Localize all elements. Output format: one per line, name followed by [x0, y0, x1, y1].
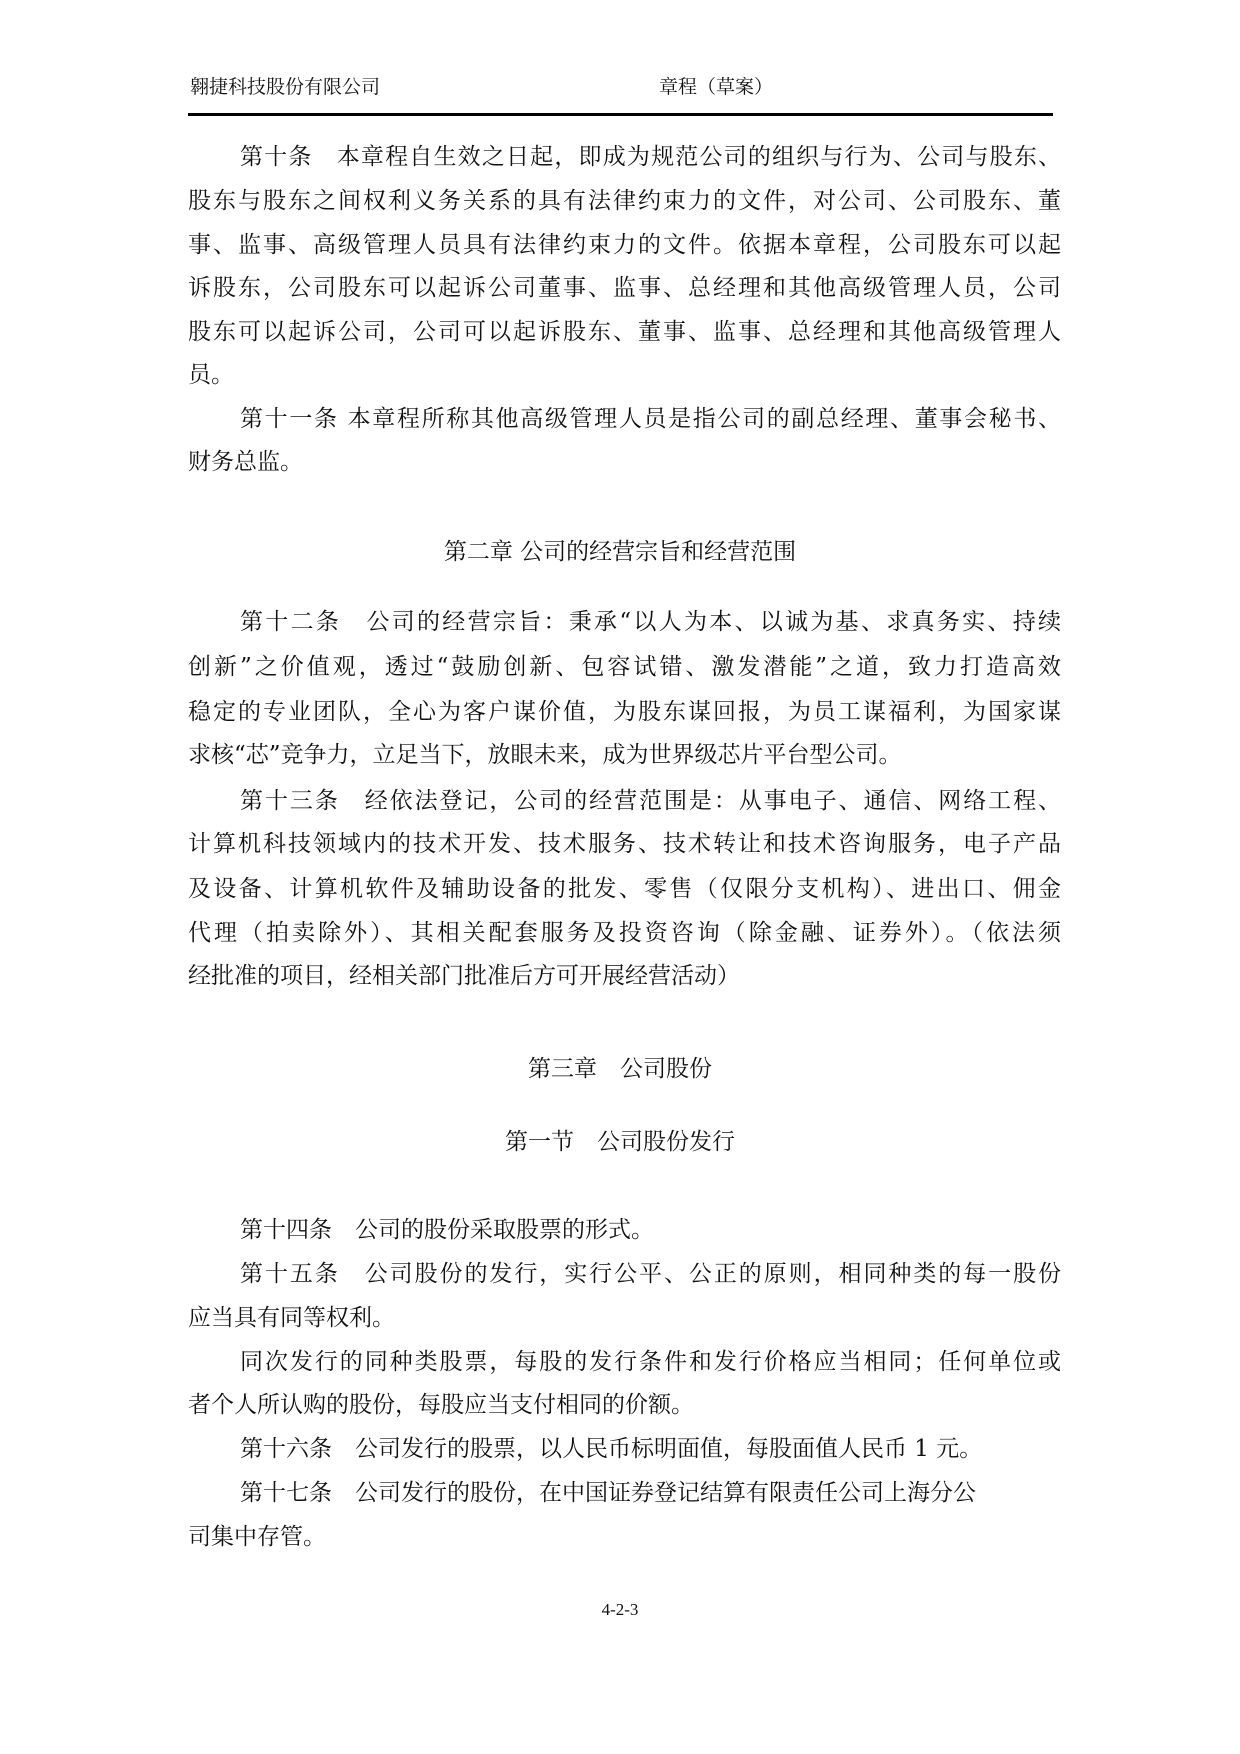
paragraph-line: 股东与股东之间权利义务关系的具有法律约束力的文件，对公司、公司股东、董	[188, 188, 1061, 214]
paragraph-line: 计算机科技领域内的技术开发、技术服务、技术转让和技术咨询服务，电子产品	[188, 831, 1061, 857]
section-heading: 第二章 公司的经营宗旨和经营范围	[443, 539, 797, 565]
paragraph-line: 及设备、计算机软件及辅助设备的批发、零售（仅限分支机构）、进出口、佣金	[188, 876, 1061, 902]
paragraph-line: 第十一条 本章程所称其他高级管理人员是指公司的副总经理、董事会秘书、	[240, 406, 1061, 432]
paragraph-line: 诉股东，公司股东可以起诉公司董事、监事、总经理和其他高级管理人员，公司	[188, 275, 1061, 301]
paragraph-line: 财务总监。	[188, 449, 303, 475]
paragraph-line: 求核“芯”竞争力，立足当下，放眼未来，成为世界级芯片平台型公司。	[188, 742, 902, 768]
paragraph-line: 司集中存管。	[188, 1524, 326, 1550]
paragraph-line: 第十六条 公司发行的股票，以人民币标明面值，每股面值人民币 1 元。	[240, 1436, 983, 1462]
paragraph-line: 第十五条 公司股份的发行，实行公平、公正的原则，相同种类的每一股份	[240, 1261, 1061, 1287]
paragraph-line: 代理（拍卖除外）、其相关配套服务及投资咨询（除金融、证券外）。（依法须	[188, 920, 1061, 946]
paragraph-line: 创新”之价值观，透过“鼓励创新、包容试错、激发潜能”之道，致力打造高效	[188, 654, 1061, 680]
page-number: 4-2-3	[601, 1600, 639, 1619]
paragraph-line: 同次发行的同种类股票，每股的发行条件和发行价格应当相同；任何单位或	[240, 1349, 1061, 1375]
paragraph-line: 第十七条 公司发行的股份，在中国证券登记结算有限责任公司上海分公	[240, 1480, 976, 1506]
paragraph-line: 第十四条 公司的股份采取股票的形式。	[240, 1217, 654, 1243]
paragraph-line: 第十条 本章程自生效之日起，即成为规范公司的组织与行为、公司与股东、	[240, 144, 1061, 170]
paragraph-line: 稳定的专业团队，全心为客户谋价值，为股东谋回报，为员工谋福利，为国家谋	[188, 699, 1061, 725]
paragraph-line: 股东可以起诉公司，公司可以起诉股东、董事、监事、总经理和其他高级管理人	[188, 319, 1061, 345]
header-document-title: 章程（草案）	[659, 76, 774, 98]
paragraph-line: 第十三条 经依法登记，公司的经营范围是：从事电子、通信、网络工程、	[240, 788, 1061, 814]
paragraph-line: 者个人所认购的股份，每股应当支付相同的价额。	[188, 1392, 694, 1418]
paragraph-line: 第十二条 公司的经营宗旨：秉承“以人为本、以诚为基、求真务实、持续	[240, 609, 1061, 635]
paragraph-line: 应当具有同等权利。	[188, 1305, 395, 1331]
header-company-name: 翱捷科技股份有限公司	[190, 76, 381, 98]
paragraph-line: 员。	[188, 362, 234, 388]
paragraph-line: 事、监事、高级管理人员具有法律约束力的文件。依据本章程，公司股东可以起	[188, 232, 1061, 258]
header-divider	[188, 113, 1053, 116]
paragraph-line: 经批准的项目，经相关部门批准后方可开展经营活动）	[188, 963, 740, 989]
section-heading: 第三章 公司股份	[528, 1056, 712, 1082]
section-heading: 第一节 公司股份发行	[505, 1129, 735, 1155]
